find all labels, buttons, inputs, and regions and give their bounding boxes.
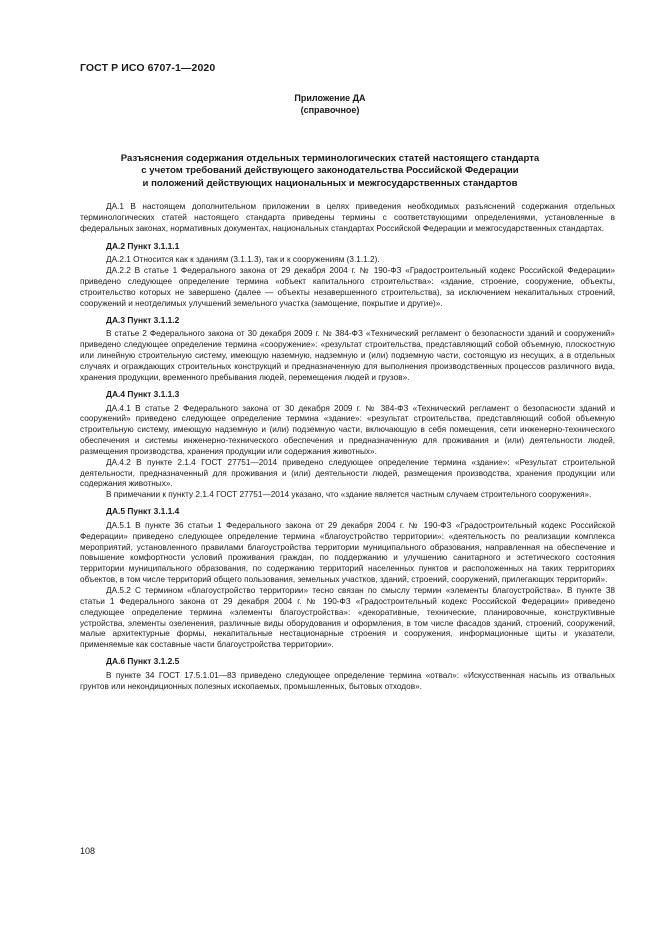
paragraph: В примечании к пункту 2.1.4 ГОСТ 27751—2014 указано, что «здание является частным случаем строительного сооружения».: [106, 490, 592, 500]
paragraph: ДА.4.1 В статье 2 Федерального закона от 30 декабря 2009 г. № 384-ФЗ «Технический регламент о безопасности зданий и сооружений» приведено следующее определение термина «здание»: «результат строительства, представляющий собой объемную строительную систему, имеющую надземную и (или) подземную части, включающую в себя помещения, сети инженерно-технического обеспечения и системы инженерно-технического обеспечения и предназначенную для проживания и (или) деятельности людей, размещения производства, хранения продукции или содержания животных».: [80, 403, 615, 456]
paragraph: ДА.2.1 Относится как к зданиям (3.1.1.3), так и к сооружениям (3.1.1.2).: [106, 255, 380, 265]
paragraph: В статье 2 Федерального закона от 30 декабря 2009 г. № 384-ФЗ «Технический регламент о безопасности зданий и сооружений» приведено следующее определение термина «сооружение»: «результат строительства, представляющий собой объемную, плоскостную или линейную строительную систему, имеющую наземную, надземную и (или) подземную части, состоящую из несущих, а в отдельных случаях и ограждающих строительных конструкций и предназначенную для выполнения производственных процессов различного вида, хранения продукции, временного пребывания людей, перемещения людей и грузов».: [80, 329, 615, 382]
paragraph: ДА.2.2 В статье 1 Федерального закона от 29 декабря 2004 г. № 190-ФЗ «Градостроительный кодекс Российской Федерации» приведено следующее определение термина «объект капитального строительства»: «здание, строение, сооружение, объекты, строительство которых не завершено (далее — объекты незавершенного строительства), за исключением некапитальных строений, сооружений и неотделимых улучшений земельного участка (замощение, покрытие и другие)».: [80, 266, 615, 308]
section-heading: ДА.3 Пункт 3.1.1.2: [106, 314, 180, 325]
title-line: с учетом требований действующего законодательства Российской Федерации: [141, 165, 519, 177]
section-heading: ДА.5 Пункт 3.1.1.4: [106, 506, 180, 517]
section-heading: ДА.6 Пункт 3.1.2.5: [106, 656, 180, 667]
page-number: 108: [80, 846, 96, 856]
standard-header: ГОСТ Р ИСО 6707-1—2020: [80, 62, 216, 74]
document-title: [80, 153, 580, 190]
appendix-title: Приложение ДА: [294, 93, 366, 103]
document-body: [80, 202, 615, 693]
appendix-heading: [80, 92, 580, 116]
title-line: Разъяснения содержания отдельных терминологических статей настоящего стандарта: [120, 153, 540, 164]
intro-paragraph: ДА.1 В настоящем дополнительном приложении в целях приведения необходимых разъяснений содержания отдельных терминологических статей настоящего стандарта приведены термины с соответствующими определениями, установленные в федеральных законах, нормативных документах, национальных стандартах Российской Федерации и межгосударственных стандартах.: [80, 202, 615, 233]
title-line: и положений действующих национальных и межгосударственных стандартов: [142, 177, 518, 189]
paragraph: ДА.4.2 В пункте 2.1.4 ГОСТ 27751—2014 приведено следующее определение термина «здание»: «Результат строительной деятельности, предназначенный для проживания и (или) деятельности людей, размещения производства, хранения продукции или содержания животных».: [80, 457, 615, 489]
paragraph: В пункте 34 ГОСТ 17.5.1.01—83 приведено следующее определение термина «отвал»: «Искусственная насыпь из отвальных грунтов или некондиционных полезных ископаемых, промышленных, бытовых отходов».: [80, 670, 615, 691]
section-heading: ДА.2 Пункт 3.1.1.1: [106, 240, 180, 251]
section-heading: ДА.4 Пункт 3.1.1.3: [106, 388, 180, 399]
paragraph: ДА.5.1 В пункте 36 статьи 1 Федерального закона от 29 декабря 2004 г. № 190-ФЗ «Градостроительный кодекс Российской Федерации» приведено следующее определение термина «благоустройство территории»: «деятельность по реализации комплекса мероприятий, установленного правилами благоустройства территории муниципального образования, направленная на обеспечение и повышение комфортности условий проживания граждан, по поддержанию и улучшению санитарного и эстетического состояния территории муниципального образования, по содержанию территорий населенных пунктов и расположенных на таких территориях объектов, в том числе территорий общего пользования, земельных участков, зданий, строений, сооружений, прилегающих территорий».: [80, 520, 615, 585]
paragraph: ДА.5.2 С термином «благоустройство территории» тесно связан по смыслу термин «элементы благоустройства». В пункте 38 статьи 1 Федерального закона от 29 декабря 2004 г. № 190-ФЗ «Градостроительный кодекс Российской Федерации» приведено следующее определение термина «элементы благоустройства»: «декоративные, технические, планировочные, конструктивные устройства, элементы озеленения, различные виды оборудования и оформления, в том числе фасадов зданий, строений, сооружений, малые архитектурные формы, некапитальные нестационарные строения и сооружения, информационные щиты и указатели, применяемые как составные части благоустройства территории».: [80, 586, 615, 650]
appendix-subtitle: (справочное): [300, 105, 360, 115]
